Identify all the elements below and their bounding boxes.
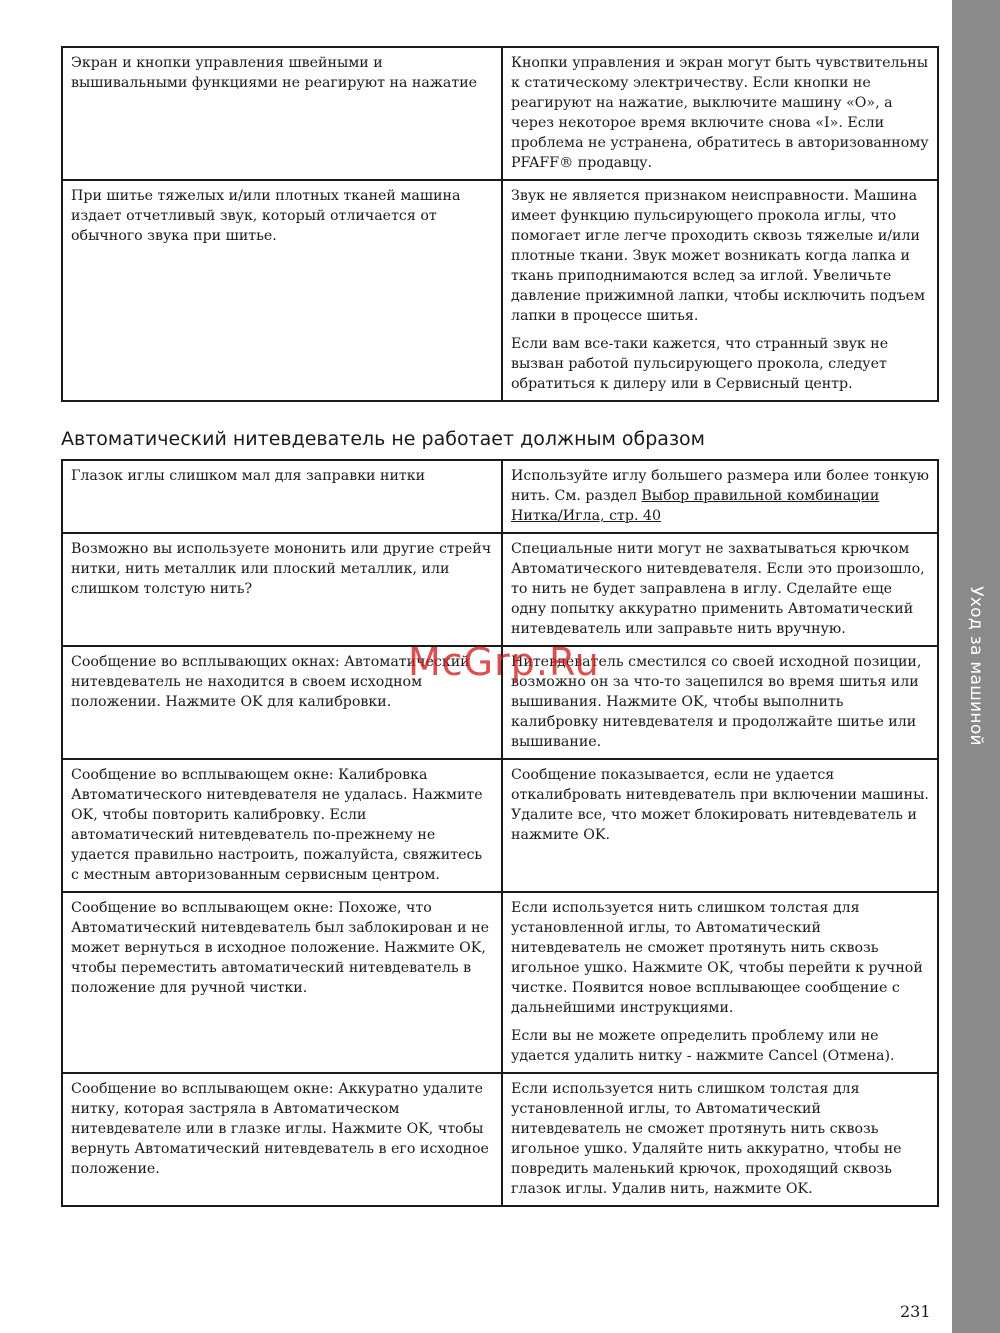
problem-text: Экран и кнопки управления швейными и вышивальными функциями не реагируют на нажатие bbox=[71, 55, 478, 91]
table-row bbox=[62, 759, 938, 892]
solution-text: Если используется нить слишком толстая для установленной иглы, то Автоматический нитевдеватель не сможет протянуть нить сквозь игольное ушко. Нажмите OK, чтобы перейти к ручной чистке. Появится новое всплывающее сообщение с дальнейшими инструкциями. bbox=[511, 900, 923, 1016]
table-row bbox=[62, 892, 938, 1073]
solution-cell bbox=[502, 892, 938, 1073]
problem-text: Сообщение во всплывающем окне: Калибровка Автоматического нитевдевателя не удалась. Нажмите OK, чтобы повторить калибровку. Если автоматический нитевдеватель по-прежнему не удается правильно настроить, пожалуйста, свяжитесь с местным авторизованным сервисным центром. bbox=[71, 767, 483, 883]
problem-text: Сообщение во всплывающем окне: Похоже, что Автоматический нитевдеватель был заблокирован и не может вернуться в исходное положение. Нажмите OK, чтобы переместить автоматический нитевдеватель в положение для ручной чистки. bbox=[71, 900, 489, 996]
problem-cell bbox=[62, 180, 502, 401]
troubleshooting-table-general bbox=[61, 46, 939, 402]
problem-text: Возможно вы используете мононить или другие стрейч нитки, нить металлик или плоский металлик, или слишком толстую нить? bbox=[71, 541, 492, 597]
solution-text: Кнопки управления и экран могут быть чувствительны к статическому электричеству. Если кнопки не реагируют на нажатие, выключите машину «O», а через некоторое время включите снова «I». Если проблема не устранена, обратитесь в авторизованному PFAFF® продавцу. bbox=[511, 55, 929, 171]
solution-text: Нитевдеватель сместился со своей исходной позиции, возможно он за что-то зацепился во время шитья или вышивания. Нажмите OK, чтобы выполнить калибровку нитевдевателя и продолжайте шитье или вышивание. bbox=[511, 654, 922, 750]
solution-text: Если вы не можете определить проблему или не удается удалить нитку - нажмите Cancel (Отмена). bbox=[511, 1028, 895, 1064]
problem-text: Сообщение во всплывающем окне: Аккуратно удалите нитку, которая застряла в Автоматическом нитевдевателе или в глазке иглы. Нажмите OK, чтобы вернуть Автоматический нитевдеватель в его исходное положение. bbox=[71, 1081, 489, 1177]
problem-text: Сообщение во всплывающих окнах: Автоматический нитевдеватель не находится в своем исходном положении. Нажмите OK для калибровки. bbox=[71, 654, 470, 710]
watermark: McGrp.Ru bbox=[408, 640, 600, 684]
problem-text: Глазок иглы слишком мал для заправки нитки bbox=[71, 468, 426, 484]
solution-text: Специальные нити могут не захватываться крючком Автоматического нитевдевателя. Если это произошло, то нить не будет заправлена в иглу. Сделайте еще одну попытку аккуратно применить Автоматический нитевдеватель или заправьте нить вручную. bbox=[511, 541, 925, 637]
solution-cell bbox=[502, 533, 938, 646]
side-tab-label: Уход за машиной bbox=[966, 586, 986, 746]
solution-text: Если вам все-таки кажется, что странный звук не вызван работой пульсирующего прокола, следует обратиться к дилеру или в Сервисный центр. bbox=[511, 336, 889, 392]
solution-text: Сообщение показывается, если не удается откалибровать нитевдеватель при включении машины. Удалите все, что может блокировать нитевдеватель и нажмите OK. bbox=[511, 767, 929, 843]
solution-text: Если используется нить слишком толстая для установленной иглы, то Автоматический нитевдеватель не сможет протянуть нить сквозь игольное ушко. Удаляйте нить аккуратно, чтобы не повредить маленький крючок, проходящий сквозь глазок иглы. Удалив нить, нажмите OK. bbox=[511, 1081, 902, 1197]
table-row bbox=[62, 1073, 938, 1206]
solution-text bbox=[511, 466, 929, 526]
table-row bbox=[62, 180, 938, 401]
problem-cell bbox=[62, 892, 502, 1073]
problem-cell bbox=[62, 47, 502, 180]
solution-cell bbox=[502, 1073, 938, 1206]
solution-cell bbox=[502, 759, 938, 892]
solution-cell bbox=[502, 180, 938, 401]
page-number: 231 bbox=[900, 1302, 931, 1321]
table-row bbox=[62, 460, 938, 533]
page-reference-link[interactable]: Выбор правильной комбинации Нитка/Игла, стр. 40 bbox=[511, 488, 880, 524]
problem-text: При шитье тяжелых и/или плотных тканей машина издает отчетливый звук, который отличается от обычного звука при шитье. bbox=[71, 188, 461, 244]
solution-text-part: Используйте иглу большего размера или более тонкую нить. См. раздел bbox=[511, 468, 930, 504]
section-heading: Автоматический нитевдеватель не работает должным образом bbox=[61, 428, 706, 450]
table-row bbox=[62, 47, 938, 180]
troubleshooting-table-threader bbox=[61, 459, 939, 1207]
solution-cell bbox=[502, 47, 938, 180]
table-row bbox=[62, 533, 938, 646]
problem-cell bbox=[62, 1073, 502, 1206]
problem-cell bbox=[62, 460, 502, 533]
solution-text: Звук не является признаком неисправности. Машина имеет функцию пульсирующего прокола иглы, что помогает игле легче проходить сквозь тяжелые и/или плотные ткани. Звук может возникать когда лапка и ткань приподнимаются вслед за иглой. Увеличьте давление прижимной лапки, чтобы исключить подъем лапки в процессе шитья. bbox=[511, 188, 926, 324]
problem-cell bbox=[62, 533, 502, 646]
problem-cell bbox=[62, 759, 502, 892]
solution-cell bbox=[502, 460, 938, 533]
